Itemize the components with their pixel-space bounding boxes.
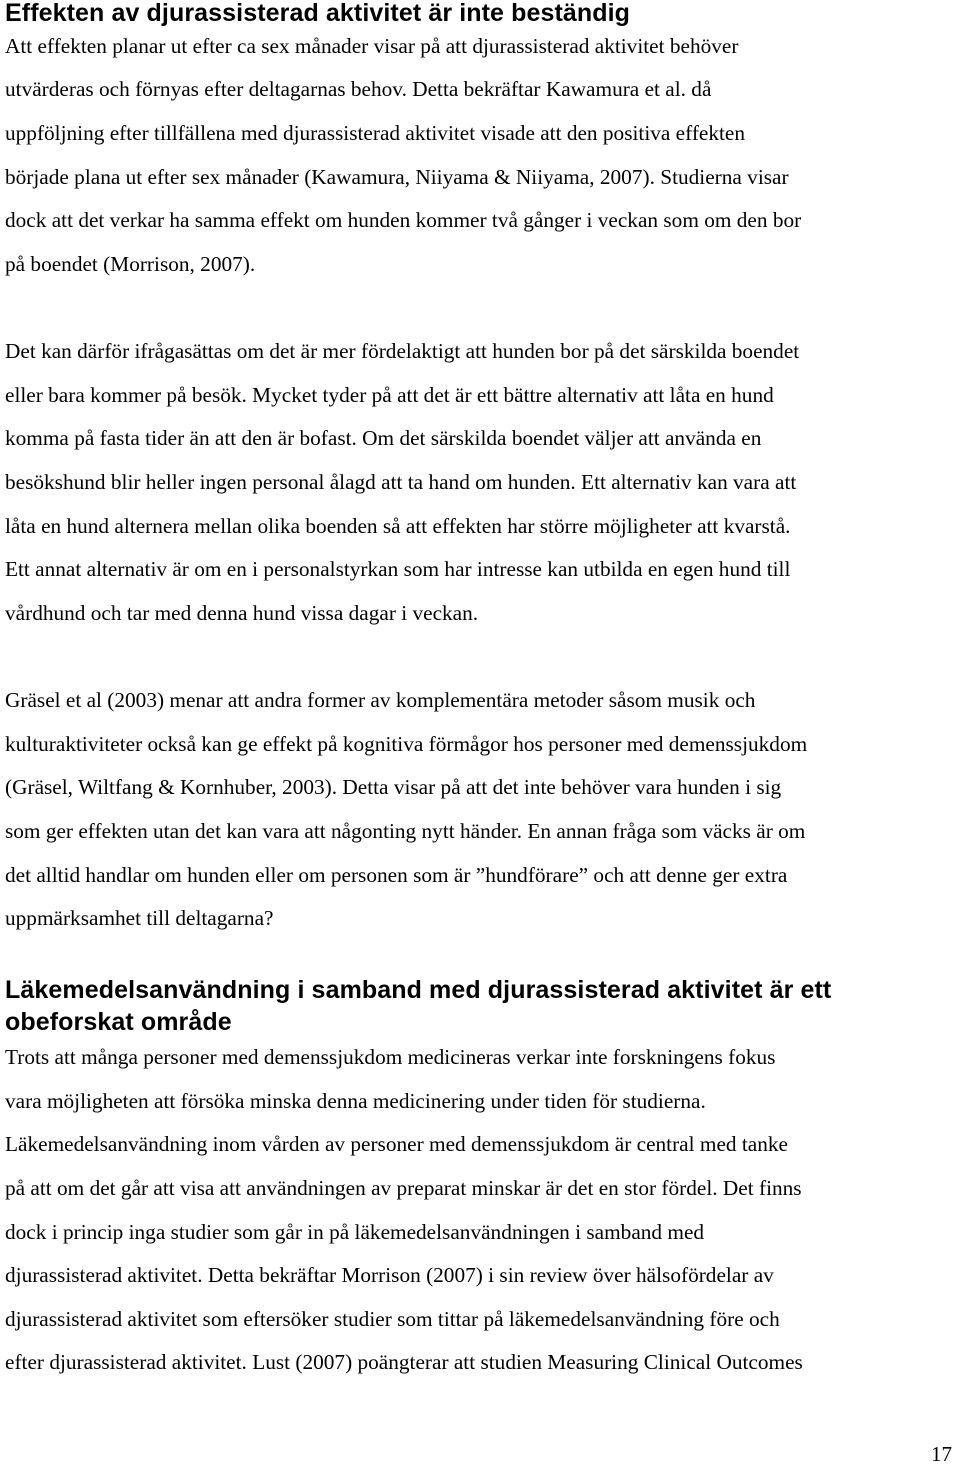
page-number: 17 bbox=[931, 1442, 952, 1466]
text-line: uppföljning efter tillfällena med djurassisterad aktivitet visade att den positiva effekten bbox=[5, 121, 746, 145]
text-line: vårdhund och tar med denna hund vissa dagar i veckan. bbox=[5, 601, 479, 625]
text-line: komma på fasta tider än att den är bofast. Om det särskilda boendet väljer att använda en bbox=[5, 426, 762, 450]
text-line: Att effekten planar ut efter ca sex månader visar på att djurassisterad aktivitet behöver bbox=[5, 34, 739, 58]
text-line: uppmärksamhet till deltagarna? bbox=[5, 906, 274, 930]
text-line: Gräsel et al (2003) menar att andra former av komplementära metoder såsom musik och bbox=[5, 688, 756, 712]
text-line: Trots att många personer med demenssjukdom medicineras verkar inte forskningens fokus bbox=[5, 1045, 776, 1069]
text-line: djurassisterad aktivitet som eftersöker studier som tittar på läkemedelsanvändning före och bbox=[5, 1307, 780, 1331]
text-line: låta en hund alternera mellan olika boenden så att effekten har större möjligheter att kvarstå. bbox=[5, 514, 791, 538]
section-heading: Läkemedelsanvändning i samband med djurassisterad aktivitet är ett bbox=[5, 976, 832, 1004]
section-heading: Effekten av djurassisterad aktivitet är inte beständig bbox=[5, 0, 631, 27]
text-line: började plana ut efter sex månader (Kawamura, Niiyama & Niiyama, 2007). Studierna visar bbox=[5, 165, 789, 189]
text-line: utvärderas och förnyas efter deltagarnas behov. Detta bekräftar Kawamura et al. då bbox=[5, 77, 712, 101]
text-line: som ger effekten utan det kan vara att någonting nytt händer. En annan fråga som väcks är om bbox=[5, 819, 806, 843]
text-line: dock i princip inga studier som går in på läkemedelsanvändningen i samband med bbox=[5, 1220, 705, 1244]
section-heading: obeforskat område bbox=[5, 1008, 232, 1036]
text-line: Läkemedelsanvändning inom vården av personer med demenssjukdom är central med tanke bbox=[5, 1132, 788, 1156]
text-line: djurassisterad aktivitet. Detta bekräftar Morrison (2007) i sin review över hälsofördelar av bbox=[5, 1263, 774, 1287]
text-line: på att om det går att visa att användningen av preparat minskar är det en stor fördel. Det finns bbox=[5, 1176, 802, 1200]
text-line: det alltid handlar om hunden eller om personen som är ”hundförare” och att denne ger extra bbox=[5, 863, 788, 887]
text-line: eller bara kommer på besök. Mycket tyder på att det är ett bättre alternativ att låta en hund bbox=[5, 383, 774, 407]
text-line: (Gräsel, Wiltfang & Kornhuber, 2003). Detta visar på att det inte behöver vara hunden i sig bbox=[5, 775, 782, 799]
text-line: besökshund blir heller ingen personal ålagd att ta hand om hunden. Ett alternativ kan vara att bbox=[5, 470, 797, 494]
text-line: efter djurassisterad aktivitet. Lust (2007) poängterar att studien Measuring Clinical Outcomes bbox=[5, 1350, 803, 1374]
text-line: vara möjligheten att försöka minska denna medicinering under tiden för studierna. bbox=[5, 1089, 706, 1113]
text-line: kulturaktiviteter också kan ge effekt på kognitiva förmågor hos personer med demenssjukdom bbox=[5, 732, 808, 756]
text-line: Ett annat alternativ är om en i personalstyrkan som har intresse kan utbilda en egen hund till bbox=[5, 557, 791, 581]
text-line: på boendet (Morrison, 2007). bbox=[5, 252, 256, 276]
text-line: dock att det verkar ha samma effekt om hunden kommer två gånger i veckan som om den bor bbox=[5, 208, 802, 232]
text-line: Det kan därför ifrågasättas om det är mer fördelaktigt att hunden bor på det särskilda boendet bbox=[5, 339, 800, 363]
